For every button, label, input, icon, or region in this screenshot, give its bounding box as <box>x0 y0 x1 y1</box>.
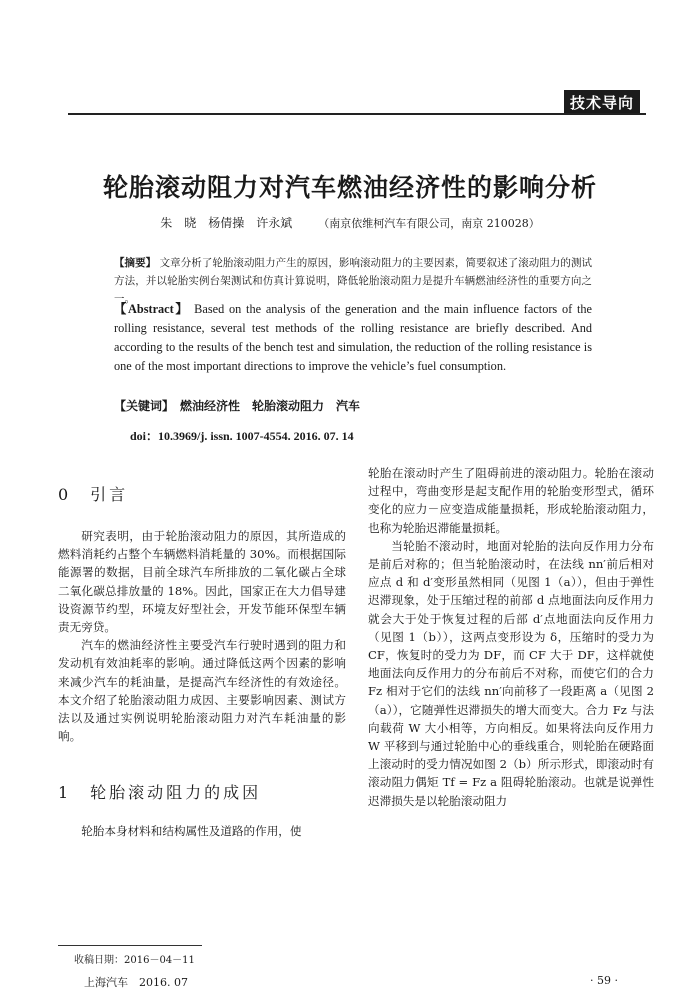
author-names: 朱 晓 杨倩操 许永斌 <box>160 216 293 230</box>
abstract-en-label: 【Abstract】 <box>114 302 190 316</box>
keywords <box>114 397 360 414</box>
paragraph: 研究表明，由于轮胎滚动阻力的原因，其所造成的燃料消耗约占整个车辆燃料消耗量的 30%。而根据国际能源署的数据，目前全球汽车所排放的二氧化碳占全球二氧化碳总排放量的 18%。因此，国家正在大力倡导建设资源节约型，环境友好型社会，开发节能环保型车辆责无旁贷。 <box>58 529 346 635</box>
keywords-label: 【关键词】 <box>114 399 175 413</box>
section-1-body <box>58 822 346 840</box>
journal-info: 上海汽车 2016. 07 <box>84 976 188 989</box>
footnote-rule <box>58 945 202 946</box>
section-0-heading: 0 引言 <box>58 485 129 504</box>
doi: doi：10.3969/j. issn. 1007-4554. 2016. 07. 14 <box>130 429 354 443</box>
header-rule <box>68 113 646 115</box>
section-tag: 技术导向 <box>564 90 640 115</box>
paragraph: 汽车的燃油经济性主要受汽车行驶时遇到的阻力和发动机有效油耗率的影响。通过降低这两个因素的影响来减少汽车的耗油量，是提高汽车经济性的有效途径。本文介绍了轮胎滚动阻力成因、主要影响因素、测试方法以及通过实例说明轮胎滚动阻力对汽车耗油量的影响。 <box>58 638 346 744</box>
abstract-zh-text: 文章分析了轮胎滚动阻力产生的原因，影响滚动阻力的主要因素，简要叙述了滚动阻力的测试方法，并以轮胎实例台架测试和仿真计算说明，降低轮胎滚动阻力是提升车辆燃油经济性的重要方向之一。 <box>114 257 593 305</box>
author-affiliation: （南京依维柯汽车有限公司，南京 210028） <box>318 217 540 230</box>
abstract-english <box>114 300 592 376</box>
section-0-body <box>58 527 346 745</box>
article-title: 轮胎滚动阻力对汽车燃油经济性的影响分析 <box>102 173 597 202</box>
section-1-heading: 1 轮胎滚动阻力的成因 <box>58 783 262 802</box>
page-number: · 59 · <box>590 974 618 987</box>
abstract-en-text: Based on the analysis of the generation and the main influence factors of the rolling resistance, several test methods of the rolling resistance are briefly described. And according to the results of the bench test and simulation, the reduction of the rolling resistance is one of the most important directions to improve the vehicle’s fuel consumption. <box>114 302 592 373</box>
keywords-value: 燃油经济性 轮胎滚动阻力 汽车 <box>180 399 361 413</box>
paragraph: 当轮胎不滚动时，地面对轮胎的法向反作用力分布是前后对称的；但当轮胎滚动时，在法线 nn′前后相对应点 d 和 d′变形虽然相同（见图 1（a）），但由于弹性迟滞现象，处于压缩过程的前部 d 点地面法向反作用力就会大于处于恢复过程的后部 d′点地面法向反作用力（见图 1（b）），这两点变形设为 δ，压缩时的受力为 CF，恢复时的受力为 DF，而 CF 大于 DF，这样就使地面法向反作用力的分布前后不对称，而使它们的合力 Fz 相对于它们的法线 nn′向前移了一段距离 a（见图 2（a）），它随弹性迟滞损失的增大而变大。合力 Fz 与法向载荷 W 大小相等，方向相反。如果将法向反作用力 W 平移到与通过轮胎中心的垂线重合，则轮胎在硬路面上滚动时的受力情况如图 2（b）所示形式，即滚动时有滚动阻力偶矩 Tf = Fz a 阻碍轮胎滚动。也就是说弹性迟滞损失是以轮胎滚动阻力 <box>368 538 654 808</box>
right-column <box>368 464 654 810</box>
paragraph: 轮胎在滚动时产生了阻碍前进的滚动阻力。轮胎在滚动过程中，弯曲变形是起支配作用的轮胎变形型式，循环变化的应力－应变造成能量损耗，形成轮胎滚动阻力，也称为轮胎迟滞能量损耗。 <box>368 466 654 535</box>
author-line <box>0 214 700 231</box>
paragraph: 轮胎本身材料和结构属性及道路的作用，使 <box>81 824 302 838</box>
abstract-zh-label: 【摘要】 <box>114 257 157 269</box>
received-date: 收稿日期：2016－04－11 <box>74 955 195 966</box>
